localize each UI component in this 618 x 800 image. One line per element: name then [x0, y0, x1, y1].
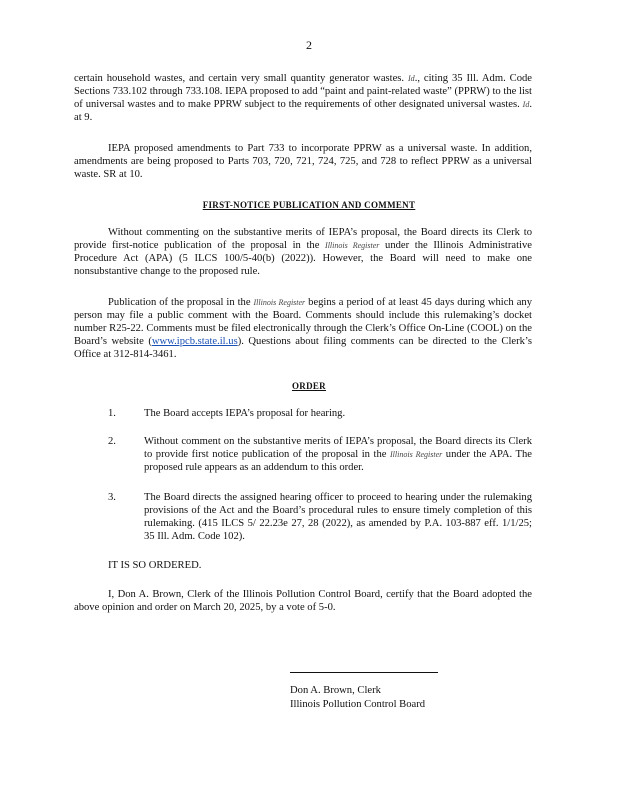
order-item: 1. The Board accepts IEPA’s proposal for hearing.	[108, 408, 346, 419]
heading-first-notice: FIRST-NOTICE PUBLICATION AND COMMENT	[202, 200, 416, 210]
paragraph-first-notice: Without commenting on the substantive merits of IEPA’s proposal, the Board directs its Clerk to provide first-notice publication of the proposal in the Illinois Register under the Illinois Administrative Procedure Act (APA) (5 ILCS 100/5-40(b) (2022)). However, the Board will need to make one nonsubstantive change to the proposed rule.	[74, 227, 532, 277]
certification-paragraph: I, Don A. Brown, Clerk of the Illinois Pollution Control Board, certify that the Board adopted the above opinion and order on March 20, 2025, by a vote of 5-0.	[74, 589, 532, 613]
signature-line	[290, 672, 438, 673]
page-number: 2	[306, 38, 312, 52]
signature-organization: Illinois Pollution Control Board	[290, 699, 426, 710]
signature-name: Don A. Brown, Clerk	[290, 685, 381, 696]
order-item: 3. The Board directs the assigned hearing officer to proceed to hearing under the rulemaking provisions of the Act and the Board’s procedural rules to ensure timely completion of this rulemaking. (415 ILCS 5/ 22.23e 27, 28 (2022), as amended by P.A. 103-887 eff. 1/1/25; 35 Ill. Adm. Code 102).	[108, 492, 532, 542]
paragraph-publication: Publication of the proposal in the Illinois Register begins a period of at least 45 days during which any person may file a public comment with the Board. Comments should include this rulemaking’s docket number R25-22. Comments must be filed electronically through the Clerk’s Office On-Line (COOL) on the Board’s website (www.ipcb.state.il.us). Questions about filing comments can be directed to the Clerk’s Office at 312-814-3461.	[74, 297, 533, 360]
paragraph-amendments: IEPA proposed amendments to Part 733 to incorporate PPRW as a universal waste. In addition, amendments are being proposed to Parts 703, 720, 721, 724, 725, and 728 to reflect PPRW as a universal waste. SR at 10.	[74, 143, 532, 180]
board-website-link[interactable]: www.ipcb.state.il.us	[151, 336, 238, 347]
order-item: 2. Without comment on the substantive merits of IEPA’s proposal, the Board directs its Clerk to provide first notice publication of the proposal in the Illinois Register under the APA. The proposed rule appears as an addendum to this order.	[108, 436, 533, 473]
paragraph-background: certain household wastes, and certain very small quantity generator wastes. Id., citing 35 Ill. Adm. Code Sections 733.102 through 733.108. IEPA proposed to add “paint and paint-related waste” (PPRW) to the list of universal wastes and to make PPRW subject to the requirements of other designated universal wastes. Id. at 9.	[74, 73, 533, 123]
heading-order: ORDER	[291, 381, 326, 391]
so-ordered: IT IS SO ORDERED.	[108, 560, 202, 571]
